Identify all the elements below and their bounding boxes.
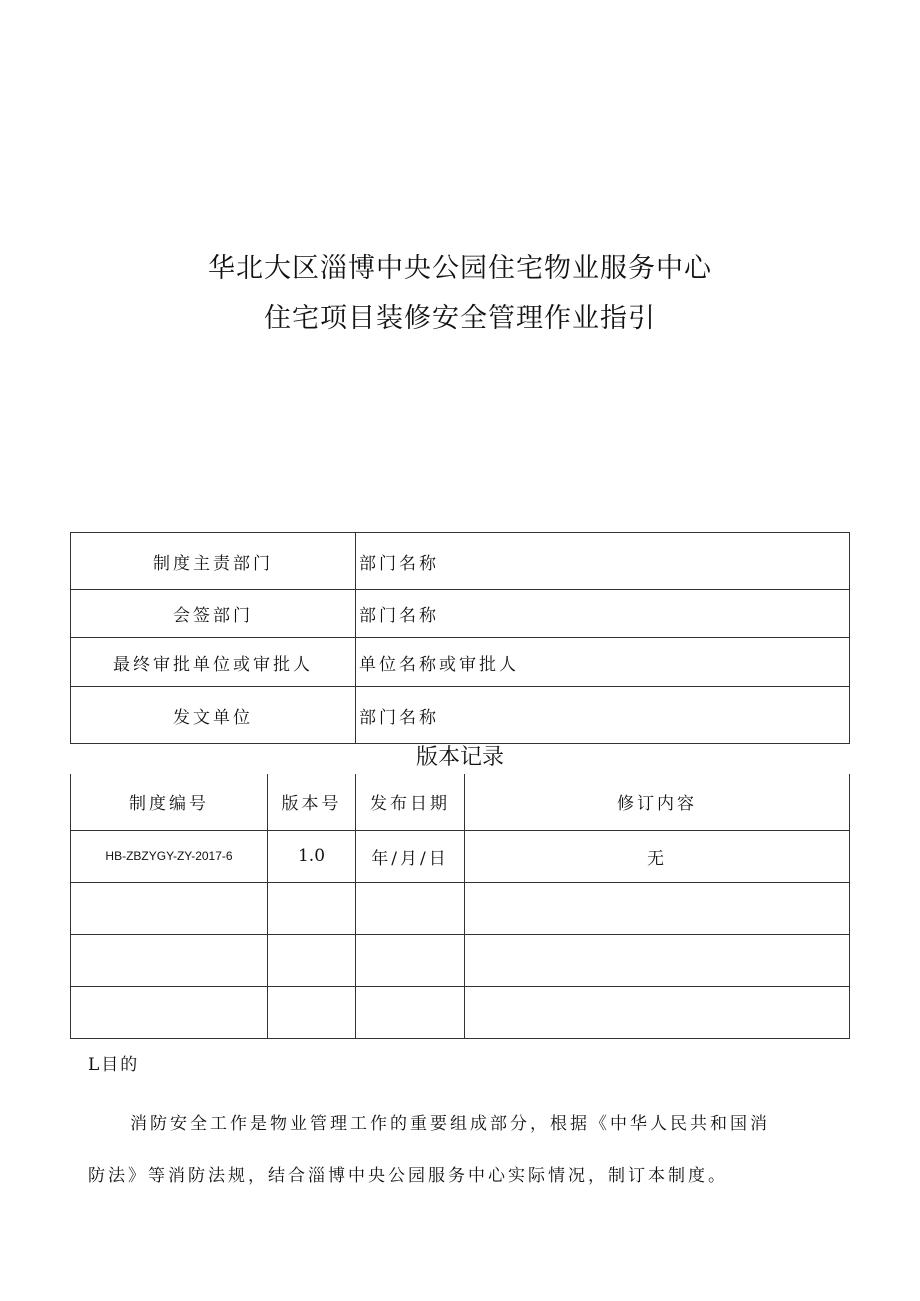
meta-value: 单位名称或审批人: [356, 638, 850, 687]
version-number-cell: [268, 986, 356, 1038]
regulation-number-cell: HB-ZBZYGY-ZY-2017-6: [71, 830, 268, 882]
version-record-table: [70, 774, 850, 1039]
version-number-cell: [268, 934, 356, 986]
release-date-cell: [356, 934, 465, 986]
meta-row: [71, 533, 850, 590]
revision-content-cell: [465, 986, 850, 1038]
meta-value: 部门名称: [356, 533, 850, 590]
header-cell: 版本号: [268, 774, 356, 830]
document-title: [0, 244, 920, 344]
revision-content-cell: [465, 934, 850, 986]
title-line-2: 住宅项目装修安全管理作业指引: [264, 303, 656, 334]
meta-label: 最终审批单位或审批人: [71, 638, 356, 687]
release-date-cell: 年/月/日: [356, 830, 465, 882]
regulation-number-cell: [71, 882, 268, 934]
header-cell: 修订内容: [465, 774, 850, 830]
meta-label: 会签部门: [71, 590, 356, 638]
meta-row: [71, 638, 850, 687]
meta-row: [71, 590, 850, 638]
meta-value: 部门名称: [356, 590, 850, 638]
purpose-paragraph: 消防安全工作是物业管理工作的重要组成部分，根据《中华人民共和国消防法》等消防法规，结合淄博中央公园服务中心实际情况，制订本制度。: [88, 1114, 770, 1186]
meta-row: [71, 687, 850, 744]
table-row: [71, 986, 850, 1038]
title-line-1: 华北大区淄博中央公园住宅物业服务中心: [208, 253, 712, 284]
revision-content-cell: 无: [465, 830, 850, 882]
document-meta-table: [70, 532, 850, 744]
regulation-number-cell: [71, 986, 268, 1038]
version-number-cell: 1.0: [268, 830, 356, 882]
meta-value: 部门名称: [356, 687, 850, 744]
release-date-cell: [356, 986, 465, 1038]
meta-label: 制度主责部门: [71, 533, 356, 590]
section-heading-purpose: L目的: [88, 1055, 140, 1075]
version-number-cell: [268, 882, 356, 934]
header-cell: 制度编号: [71, 774, 268, 830]
table-row: [71, 830, 850, 882]
header-cell: 发布日期: [356, 774, 465, 830]
meta-label: 发文单位: [71, 687, 356, 744]
table-row: [71, 882, 850, 934]
revision-content-cell: [465, 882, 850, 934]
release-date-cell: [356, 882, 465, 934]
version-header-row: [71, 774, 850, 830]
version-record-caption: 版本记录: [415, 745, 504, 770]
regulation-number-cell: [71, 934, 268, 986]
table-row: [71, 934, 850, 986]
